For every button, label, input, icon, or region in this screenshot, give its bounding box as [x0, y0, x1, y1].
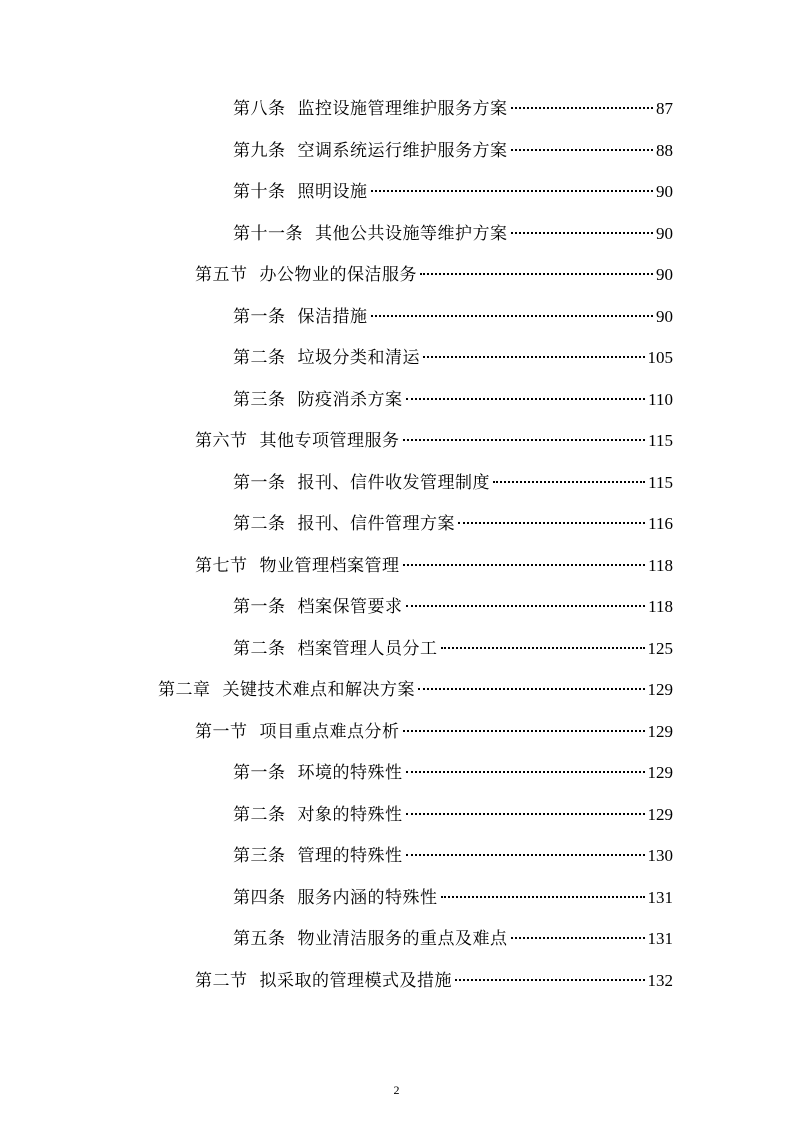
toc-entry-title: 拟采取的管理模式及措施	[259, 971, 452, 991]
dot-leader	[406, 398, 646, 400]
toc-entry-label: 第二条	[233, 639, 286, 659]
toc-entry[interactable]	[195, 969, 673, 993]
toc-entry-label: 第一条	[233, 473, 286, 493]
toc-entry-title: 其他专项管理服务	[259, 431, 400, 451]
toc-entry-label: 第一条	[233, 763, 286, 783]
dot-leader	[420, 273, 653, 275]
toc-entry-label: 第十条	[233, 182, 286, 202]
dot-leader	[511, 149, 654, 151]
toc-entry[interactable]	[233, 595, 673, 619]
dot-leader	[406, 771, 645, 773]
toc-entry-title: 报刊、信件管理方案	[297, 514, 455, 534]
toc-entry-page: 129	[647, 763, 673, 782]
toc-entry-page: 90	[656, 182, 673, 201]
dot-leader	[511, 937, 645, 939]
toc-entry-title: 服务内涵的特殊性	[297, 888, 438, 908]
dot-leader	[418, 688, 645, 690]
toc-entry-page: 87	[656, 99, 673, 118]
toc-entry-label: 第九条	[233, 141, 286, 161]
dot-leader	[403, 730, 645, 732]
toc-entry[interactable]	[233, 388, 673, 412]
toc-entry-label: 第五节	[195, 265, 248, 285]
toc-entry-label: 第六节	[195, 431, 248, 451]
toc-entry-page: 90	[656, 265, 673, 284]
toc-entry-title: 保洁措施	[297, 307, 368, 327]
dot-leader	[371, 315, 654, 317]
toc-entry-title: 其他公共设施等维护方案	[315, 224, 508, 244]
toc-entry-page: 131	[647, 888, 673, 907]
toc-entry-page: 90	[656, 307, 673, 326]
toc-entry-title: 垃圾分类和清运	[297, 348, 420, 368]
toc-entry-page: 125	[647, 639, 673, 658]
toc-entry[interactable]	[233, 927, 673, 951]
toc-entry-title: 档案管理人员分工	[297, 639, 438, 659]
toc-entry[interactable]	[233, 471, 673, 495]
toc-entry-label: 第一条	[233, 307, 286, 327]
toc-entry[interactable]	[158, 678, 673, 702]
toc-entry[interactable]	[233, 886, 673, 910]
toc-entry-page: 118	[648, 597, 673, 616]
toc-entry[interactable]	[233, 512, 673, 536]
toc-entry[interactable]	[233, 139, 673, 163]
toc-entry-page: 132	[647, 971, 673, 990]
toc-entry[interactable]	[233, 305, 673, 329]
toc-entry[interactable]	[233, 803, 673, 827]
dot-leader	[403, 439, 646, 441]
dot-leader	[455, 979, 645, 981]
dot-leader	[423, 356, 645, 358]
toc-entry-label: 第二条	[233, 514, 286, 534]
toc-entry[interactable]	[233, 761, 673, 785]
toc-entry-title: 照明设施	[297, 182, 368, 202]
toc-entry-label: 第一节	[195, 722, 248, 742]
toc-entry[interactable]	[195, 720, 673, 744]
dot-leader	[371, 190, 654, 192]
toc-entry-title: 办公物业的保洁服务	[259, 265, 417, 285]
toc-entry[interactable]	[195, 429, 673, 453]
toc-entry-label: 第七节	[195, 556, 248, 576]
toc-entry-label: 第二章	[158, 680, 211, 700]
toc-entry-title: 档案保管要求	[297, 597, 403, 617]
toc-entry-label: 第五条	[233, 929, 286, 949]
toc-entry-title: 物业管理档案管理	[259, 556, 400, 576]
toc-entry-title: 监控设施管理维护服务方案	[297, 99, 508, 119]
toc-entry-label: 第三条	[233, 390, 286, 410]
toc-entry-title: 报刊、信件收发管理制度	[297, 473, 490, 493]
toc-entry-page: 118	[648, 556, 673, 575]
toc-entry-label: 第十一条	[233, 224, 303, 244]
toc-entry-label: 第四条	[233, 888, 286, 908]
dot-leader	[511, 232, 654, 234]
toc-entry-label: 第二条	[233, 348, 286, 368]
toc-entry-title: 项目重点难点分析	[259, 722, 400, 742]
toc-entry[interactable]	[233, 222, 673, 246]
dot-leader	[406, 854, 645, 856]
toc-entry[interactable]	[233, 346, 673, 370]
toc-entry[interactable]	[233, 844, 673, 868]
toc-entry-page: 130	[647, 846, 673, 865]
dot-leader	[403, 564, 646, 566]
toc-entry-page: 116	[648, 514, 673, 533]
dot-leader	[458, 522, 645, 524]
toc-entry-title: 对象的特殊性	[297, 805, 403, 825]
toc-entry-title: 物业清洁服务的重点及难点	[297, 929, 508, 949]
toc-entry-page: 105	[647, 348, 673, 367]
toc-entry-label: 第一条	[233, 597, 286, 617]
dot-leader	[493, 481, 645, 483]
toc-entry-title: 环境的特殊性	[297, 763, 403, 783]
dot-leader	[441, 647, 645, 649]
toc-entry-title: 空调系统运行维护服务方案	[297, 141, 508, 161]
dot-leader	[406, 605, 646, 607]
toc-entry-label: 第八条	[233, 99, 286, 119]
toc-entry-label: 第三条	[233, 846, 286, 866]
toc-entry[interactable]	[195, 263, 673, 287]
toc-entry-label: 第二节	[195, 971, 248, 991]
toc-entry-page: 88	[656, 141, 673, 160]
toc-entry[interactable]	[195, 554, 673, 578]
toc-entry-page: 129	[647, 805, 673, 824]
toc-entry-page: 129	[647, 722, 673, 741]
toc-entry-title: 关键技术难点和解决方案	[222, 680, 415, 700]
toc-entry[interactable]	[233, 97, 673, 121]
toc-entry-page: 115	[648, 473, 673, 492]
toc-entry-title: 管理的特殊性	[297, 846, 403, 866]
toc-entry-title: 防疫消杀方案	[297, 390, 403, 410]
dot-leader	[511, 107, 654, 109]
dot-leader	[441, 896, 645, 898]
dot-leader	[406, 813, 645, 815]
toc-entry-page: 115	[648, 431, 673, 450]
toc-entry-page: 90	[656, 224, 673, 243]
toc-entry-page: 129	[647, 680, 673, 699]
toc-entry-page: 110	[648, 390, 673, 409]
toc-entry-page: 131	[647, 929, 673, 948]
toc-entry[interactable]	[233, 637, 673, 661]
toc-entry-label: 第二条	[233, 805, 286, 825]
page-number: 2	[393, 1083, 400, 1097]
toc-entry[interactable]	[233, 180, 673, 204]
